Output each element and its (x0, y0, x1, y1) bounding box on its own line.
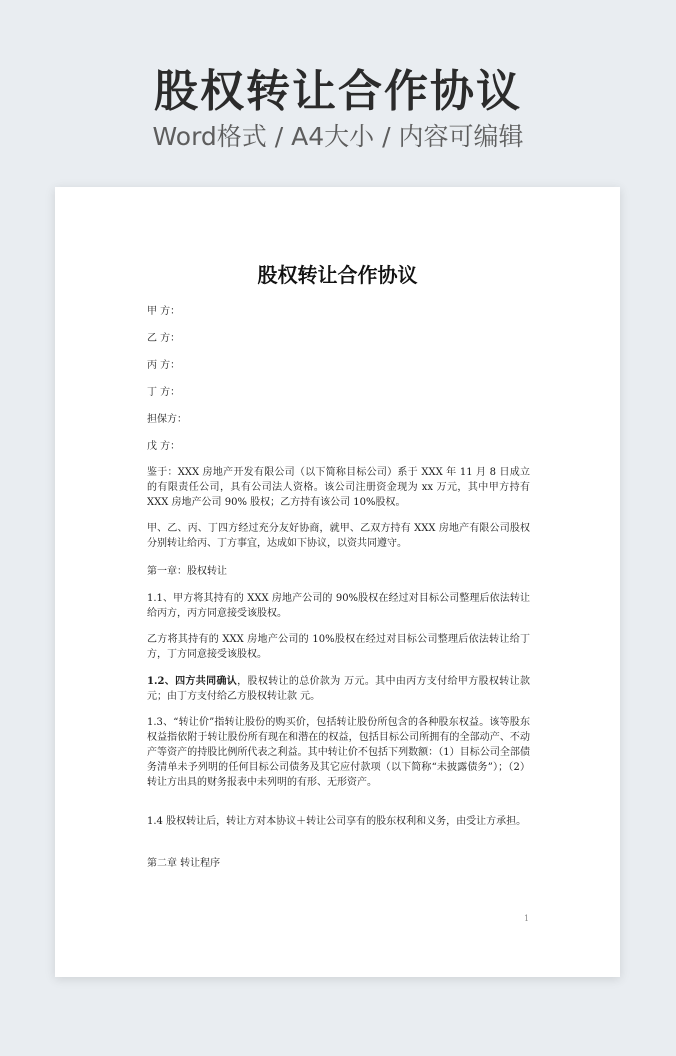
document-title: 股权转让合作协议 (257, 263, 418, 287)
party-ding: 丁 方： (147, 387, 181, 398)
party-yi: 乙 方： (147, 333, 181, 344)
agreement-paragraph: 甲、乙、丙、丁四方经过充分友好协商，就甲、乙双方持有 XXX 房地产有限公司股权分别转让给丙、丁方事宜，达成如下协议，以资共同遵守。 (147, 523, 530, 549)
banner-subtitle: Word格式 / A4大小 / 内容可编辑 (152, 122, 524, 151)
banner-title: 股权转让合作协议 (154, 66, 522, 117)
party-bing: 丙 方： (147, 360, 181, 371)
clause-1-2-text: ，股权转让的总价款为 万元。其中由丙方支付给甲方股权转让款 元；由丁方支付给乙方股权转让款 元。 (147, 676, 530, 702)
clause-1-2-lead: 1.2、四方共同确认 (147, 676, 238, 687)
chapter-1-heading: 第一章：股权转让 (147, 566, 227, 577)
party-jia: 甲 方： (147, 306, 181, 317)
party-wu: 戊 方： (147, 441, 181, 452)
document-page (55, 187, 620, 977)
clause-1-3: 1.3、“转让价”指转让股份的购买价，包括转让股份所包含的各种股东权益。该等股东权益指依附于转让股份所有现在和潜在的权益，包括目标公司所拥有的全部动产、不动产等资产的持股比例所代表之利益。其中转让价不包括下列数额：（1）目标公司全部债务清单未予列明的任何目标公司债务及其它应付款项（以下简称“未披露债务”）；（2）转让方出具的财务报表中未列明的有形、无形资产。 (147, 717, 530, 788)
page-number: 1 (524, 914, 530, 923)
chapter-2-heading: 第二章 转让程序 (147, 858, 221, 869)
clause-1-4: 1.4 股权转让后，转让方对本协议＋转让公司享有的股东权利和义务，由受让方承担。 (147, 816, 527, 827)
recital-paragraph: 鉴于：XXX 房地产开发有限公司（以下简称目标公司）系于 XXX 年 11 月 8 日成立的有限责任公司，具有公司法人资格。该公司注册资金现为 xx 万元，其中甲方持有 XXX 房地产公司 90% 股权；乙方持有该公司 10%股权。 (147, 467, 530, 508)
clause-1-2 (147, 674, 530, 704)
party-guarantor: 担保方： (147, 414, 187, 425)
clause-1-1b: 乙方将其持有的 XXX 房地产公司的 10%股权在经过对目标公司整理后依法转让给丁方，丁方同意接受该股权。 (147, 634, 530, 660)
clause-1-1: 1.1、甲方将其持有的 XXX 房地产公司的 90%股权在经过对目标公司整理后依法转让给丙方，丙方同意接受该股权。 (147, 593, 530, 619)
